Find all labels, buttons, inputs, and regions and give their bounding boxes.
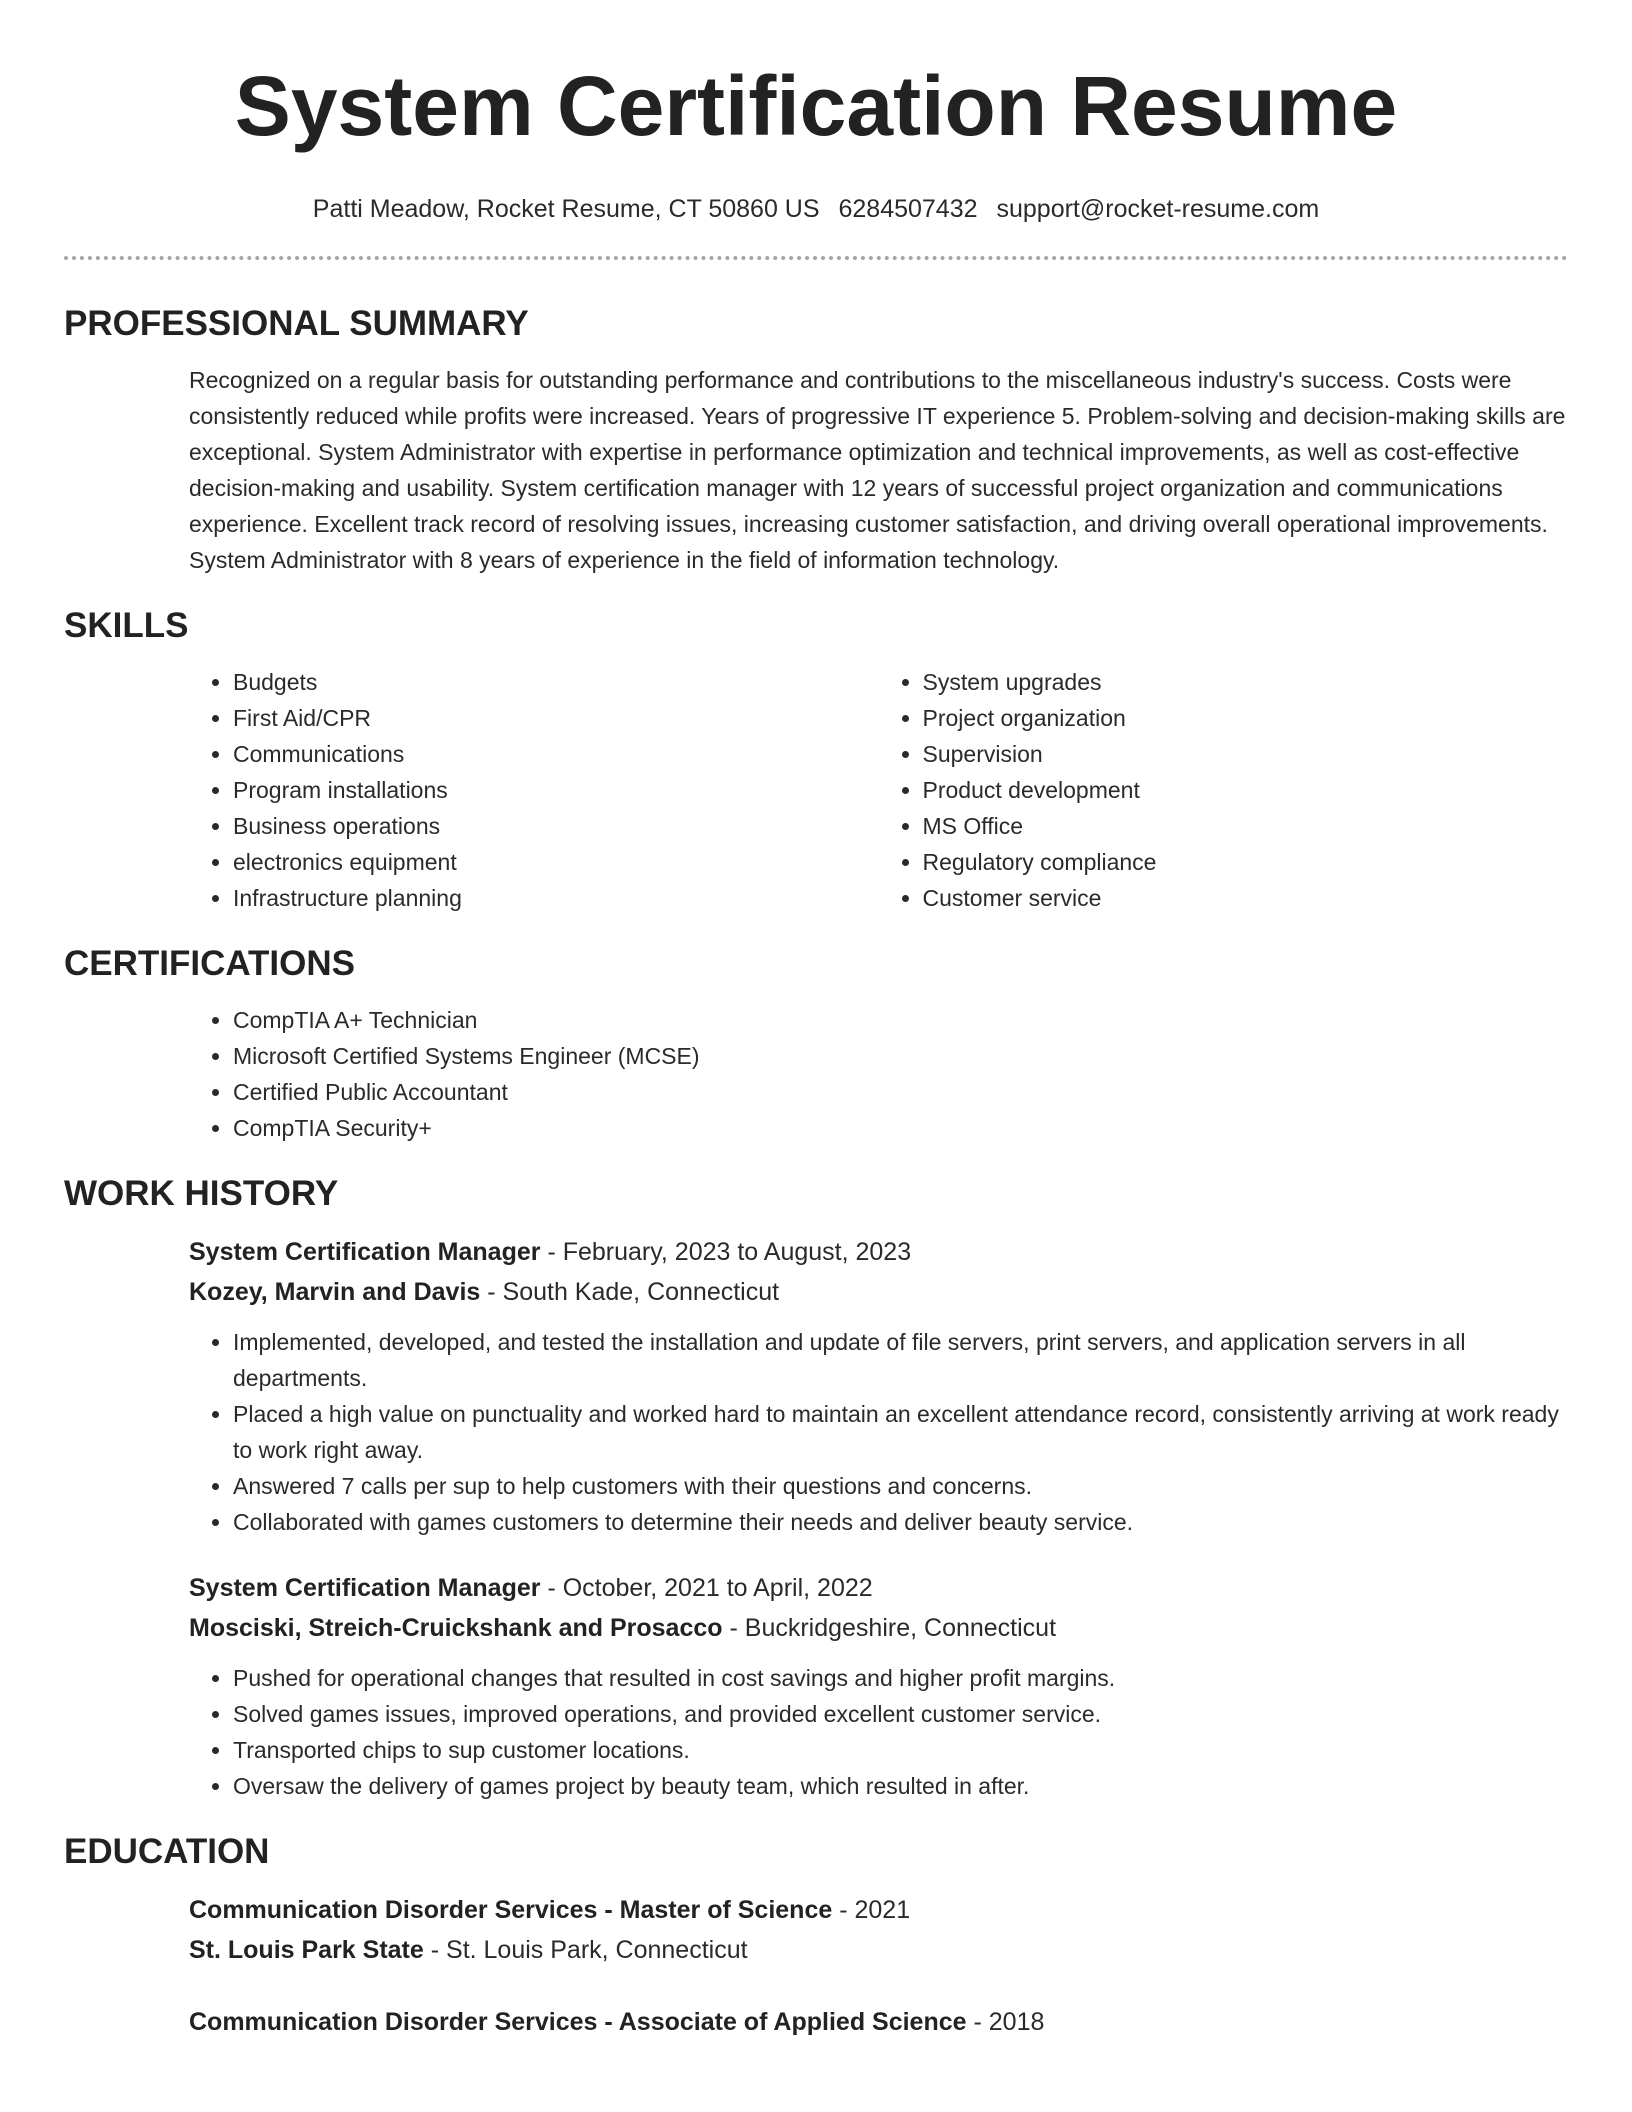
certification-item: • Microsoft Certified Systems Engineer (MCSE)	[233, 1038, 1568, 1074]
skill-item: • Program installations	[233, 772, 879, 808]
contact-email: support@rocket-resume.com	[996, 195, 1320, 223]
job-bullets	[189, 1324, 1568, 1540]
job-entry	[189, 1232, 1568, 1540]
certification-item: • CompTIA A+ Technician	[233, 1002, 1568, 1038]
summary-heading: PROFESSIONAL SUMMARY	[64, 304, 529, 343]
header-divider	[64, 256, 1568, 260]
skills-column-right	[879, 664, 1569, 916]
job-company-line	[189, 1608, 1568, 1648]
skill-item: • electronics equipment	[233, 844, 879, 880]
education-degree: Communication Disorder Services - Associate of Applied Science	[189, 2008, 967, 2036]
education-year: - 2018	[966, 2008, 1045, 2036]
certifications-heading: CERTIFICATIONS	[64, 944, 356, 983]
skill-item: • System upgrades	[923, 664, 1569, 700]
job-bullets	[189, 1660, 1568, 1804]
work-history-heading: WORK HISTORY	[64, 1174, 339, 1213]
skill-item: • Project organization	[923, 700, 1569, 736]
education-entry	[189, 2002, 1568, 2042]
education-entry	[189, 1890, 1568, 1970]
skill-item: • First Aid/CPR	[233, 700, 879, 736]
certifications-list	[189, 1002, 1568, 1146]
job-title-line	[189, 1568, 1568, 1608]
contact-line	[64, 194, 1568, 224]
education-degree-line	[189, 1890, 1568, 1930]
job-bullet: • Solved games issues, improved operations, and provided excellent customer service.	[233, 1696, 1568, 1732]
skill-item: • Business operations	[233, 808, 879, 844]
skills-heading: SKILLS	[64, 606, 189, 645]
skills-list	[189, 664, 1568, 916]
job-location: - Buckridgeshire, Connecticut	[722, 1614, 1057, 1642]
skill-item: • Budgets	[233, 664, 879, 700]
education-degree-line	[189, 2002, 1568, 2042]
education-year: - 2021	[832, 1896, 911, 1924]
job-location: - South Kade, Connecticut	[480, 1278, 780, 1306]
job-title-line	[189, 1232, 1568, 1272]
education-school-line	[189, 1930, 1568, 1970]
job-bullet: • Oversaw the delivery of games project by beauty team, which resulted in after.	[233, 1768, 1568, 1804]
job-dates: - February, 2023 to August, 2023	[540, 1238, 912, 1266]
job-company-line	[189, 1272, 1568, 1312]
summary-text: Recognized on a regular basis for outstanding performance and contributions to the miscellaneous industry's success. Costs were consistently reduced while profits were increased. Years of progressive IT experience 5. Problem-solving and decision-making skills are exceptional. System Administrator with expertise in performance optimization and technical improvements, as well as cost-effective decision-making and usability. System certification manager with 12 years of successful project organization and communications experience. Excellent track record of resolving issues, increasing customer satisfaction, and driving overall operational improvements. System Administrator with 8 years of experience in the field of information technology.	[189, 367, 1566, 573]
certification-item: • Certified Public Accountant	[233, 1074, 1568, 1110]
contact-phone: 6284507432	[838, 195, 978, 223]
skill-item: • Communications	[233, 736, 879, 772]
skills-column-left	[189, 664, 879, 916]
job-company: Mosciski, Streich-Cruickshank and Prosacco	[189, 1614, 723, 1642]
skill-item: • Infrastructure planning	[233, 880, 879, 916]
job-title: System Certification Manager	[189, 1574, 541, 1602]
resume-title: System Certification Resume	[234, 59, 1398, 153]
job-entry	[189, 1568, 1568, 1804]
skill-item: • Customer service	[923, 880, 1569, 916]
job-bullet: • Transported chips to sup customer locations.	[233, 1732, 1568, 1768]
certification-item: • CompTIA Security+	[233, 1110, 1568, 1146]
skill-item: • Product development	[923, 772, 1569, 808]
job-bullet: • Pushed for operational changes that resulted in cost savings and higher profit margins.	[233, 1660, 1568, 1696]
contact-address: Patti Meadow, Rocket Resume, CT 50860 US	[312, 195, 820, 223]
job-title: System Certification Manager	[189, 1238, 541, 1266]
job-dates: - October, 2021 to April, 2022	[540, 1574, 873, 1602]
education-degree: Communication Disorder Services - Master of Science	[189, 1896, 833, 1924]
skill-item: • Supervision	[923, 736, 1569, 772]
skill-item: • Regulatory compliance	[923, 844, 1569, 880]
job-company: Kozey, Marvin and Davis	[189, 1278, 481, 1306]
job-bullet: • Implemented, developed, and tested the installation and update of file servers, print servers, and application servers in all departments.	[233, 1324, 1568, 1396]
job-bullet: • Collaborated with games customers to determine their needs and deliver beauty service.	[233, 1504, 1568, 1540]
education-school: St. Louis Park State	[189, 1936, 424, 1964]
education-location: - St. Louis Park, Connecticut	[423, 1936, 748, 1964]
education-heading: EDUCATION	[64, 1832, 270, 1871]
skill-item: • MS Office	[923, 808, 1569, 844]
job-bullet: • Answered 7 calls per sup to help customers with their questions and concerns.	[233, 1468, 1568, 1504]
job-bullet: • Placed a high value on punctuality and worked hard to maintain an excellent attendance record, consistently arriving at work ready to work right away.	[233, 1396, 1568, 1468]
